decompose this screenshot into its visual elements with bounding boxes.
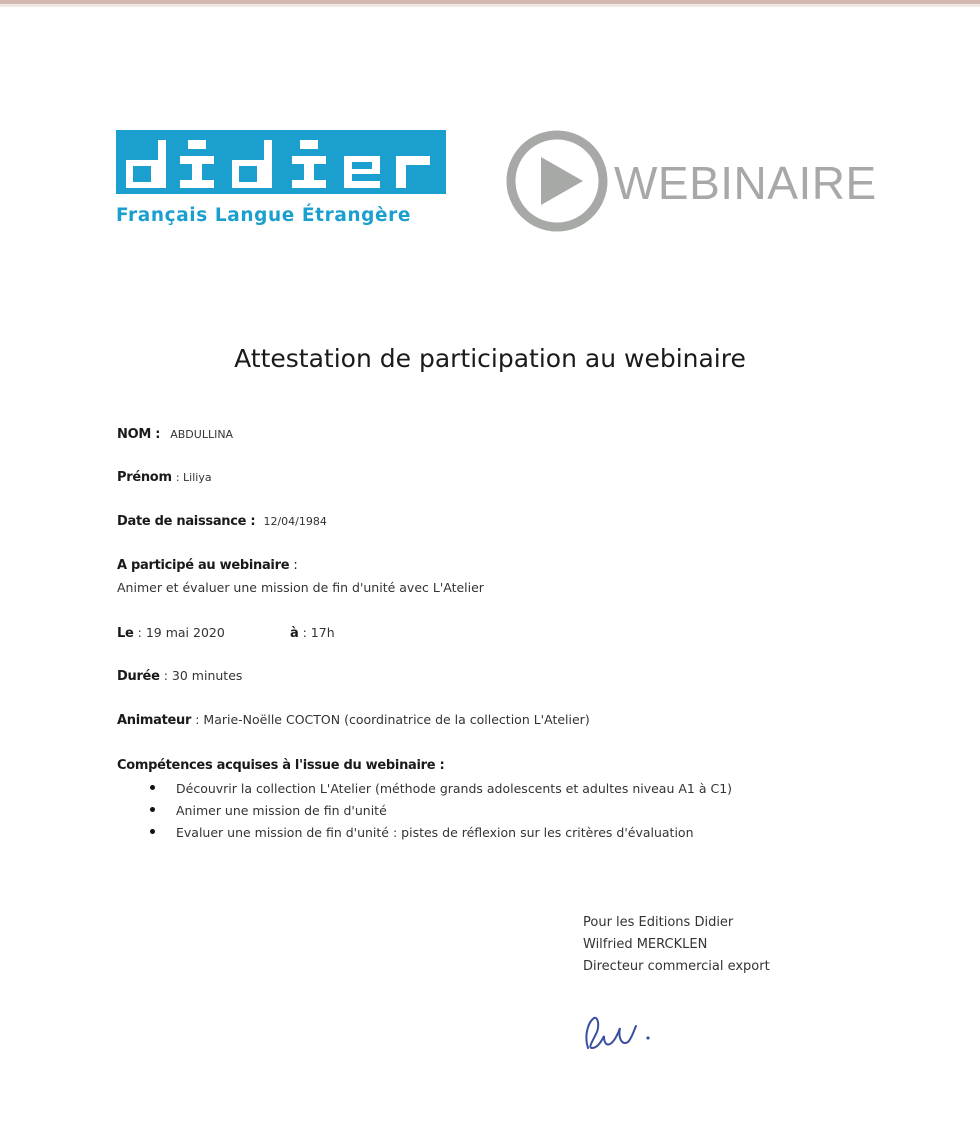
naissance-value: 12/04/1984 xyxy=(263,515,327,528)
nom-value: ABDULLINA xyxy=(170,428,234,441)
prenom-value: : Liliya xyxy=(175,471,212,484)
animateur-label: Animateur xyxy=(117,713,192,728)
field-nom xyxy=(117,427,233,442)
field-heure xyxy=(290,625,335,641)
list-item xyxy=(150,824,732,846)
top-border-shadow xyxy=(0,4,980,7)
animateur-value: : Marie-Noëlle COCTON (coordinatrice de la collection L'Atelier) xyxy=(195,712,590,727)
a-value: : 17h xyxy=(302,625,335,640)
signer-title: Directeur commercial export xyxy=(583,959,770,974)
field-duree xyxy=(117,668,242,684)
competence-text: Evaluer une mission de fin d'unité : pistes de réflexion sur les critères d'évaluation xyxy=(176,825,694,840)
field-animateur xyxy=(117,712,590,728)
nom-label: NOM : xyxy=(117,427,161,442)
signer-name: Wilfried MERCKLEN xyxy=(583,937,708,952)
webinaire-colon: : xyxy=(289,558,298,573)
signature-block xyxy=(583,912,770,978)
competence-text: Animer une mission de fin d'unité xyxy=(176,803,387,818)
duree-value: : 30 minutes xyxy=(163,668,243,683)
le-label: Le xyxy=(117,626,134,641)
webinaire-value: Animer et évaluer une mission de fin d'unité avec L'Atelier xyxy=(117,580,484,595)
a-label: à xyxy=(290,626,299,641)
competences-list xyxy=(150,780,732,846)
field-prenom xyxy=(117,470,212,485)
competence-text: Découvrir la collection L'Atelier (méthode grands adolescents et adultes niveau A1 à C1) xyxy=(176,781,733,796)
webinar-logo xyxy=(503,127,877,237)
field-webinaire xyxy=(117,558,298,573)
bullet-icon xyxy=(150,807,155,812)
logo-tagline: Français Langue Étrangère xyxy=(116,205,412,226)
competences-label: Compétences acquises à l'issue du webinaire : xyxy=(117,758,445,773)
signature-line-1: Pour les Editions Didier xyxy=(583,915,734,930)
page-title: Attestation de participation au webinaire xyxy=(234,344,746,373)
prenom-label: Prénom xyxy=(117,470,172,485)
webinar-label: WEBINAIRE xyxy=(614,157,877,209)
didier-wordmark-icon xyxy=(114,126,450,202)
list-item xyxy=(150,780,732,802)
didier-logo xyxy=(114,126,450,236)
webinaire-label: A participé au webinaire xyxy=(117,558,290,573)
naissance-label: Date de naissance : xyxy=(117,514,256,529)
bullet-icon xyxy=(150,785,155,790)
field-date xyxy=(117,625,225,641)
duree-label: Durée xyxy=(117,669,160,684)
handwritten-signature xyxy=(578,1000,668,1060)
field-naissance xyxy=(117,514,327,529)
bullet-icon xyxy=(150,829,155,834)
le-value: : 19 mai 2020 xyxy=(137,625,225,640)
play-circle-icon xyxy=(503,127,611,235)
list-item xyxy=(150,802,732,824)
field-competences xyxy=(117,758,444,773)
